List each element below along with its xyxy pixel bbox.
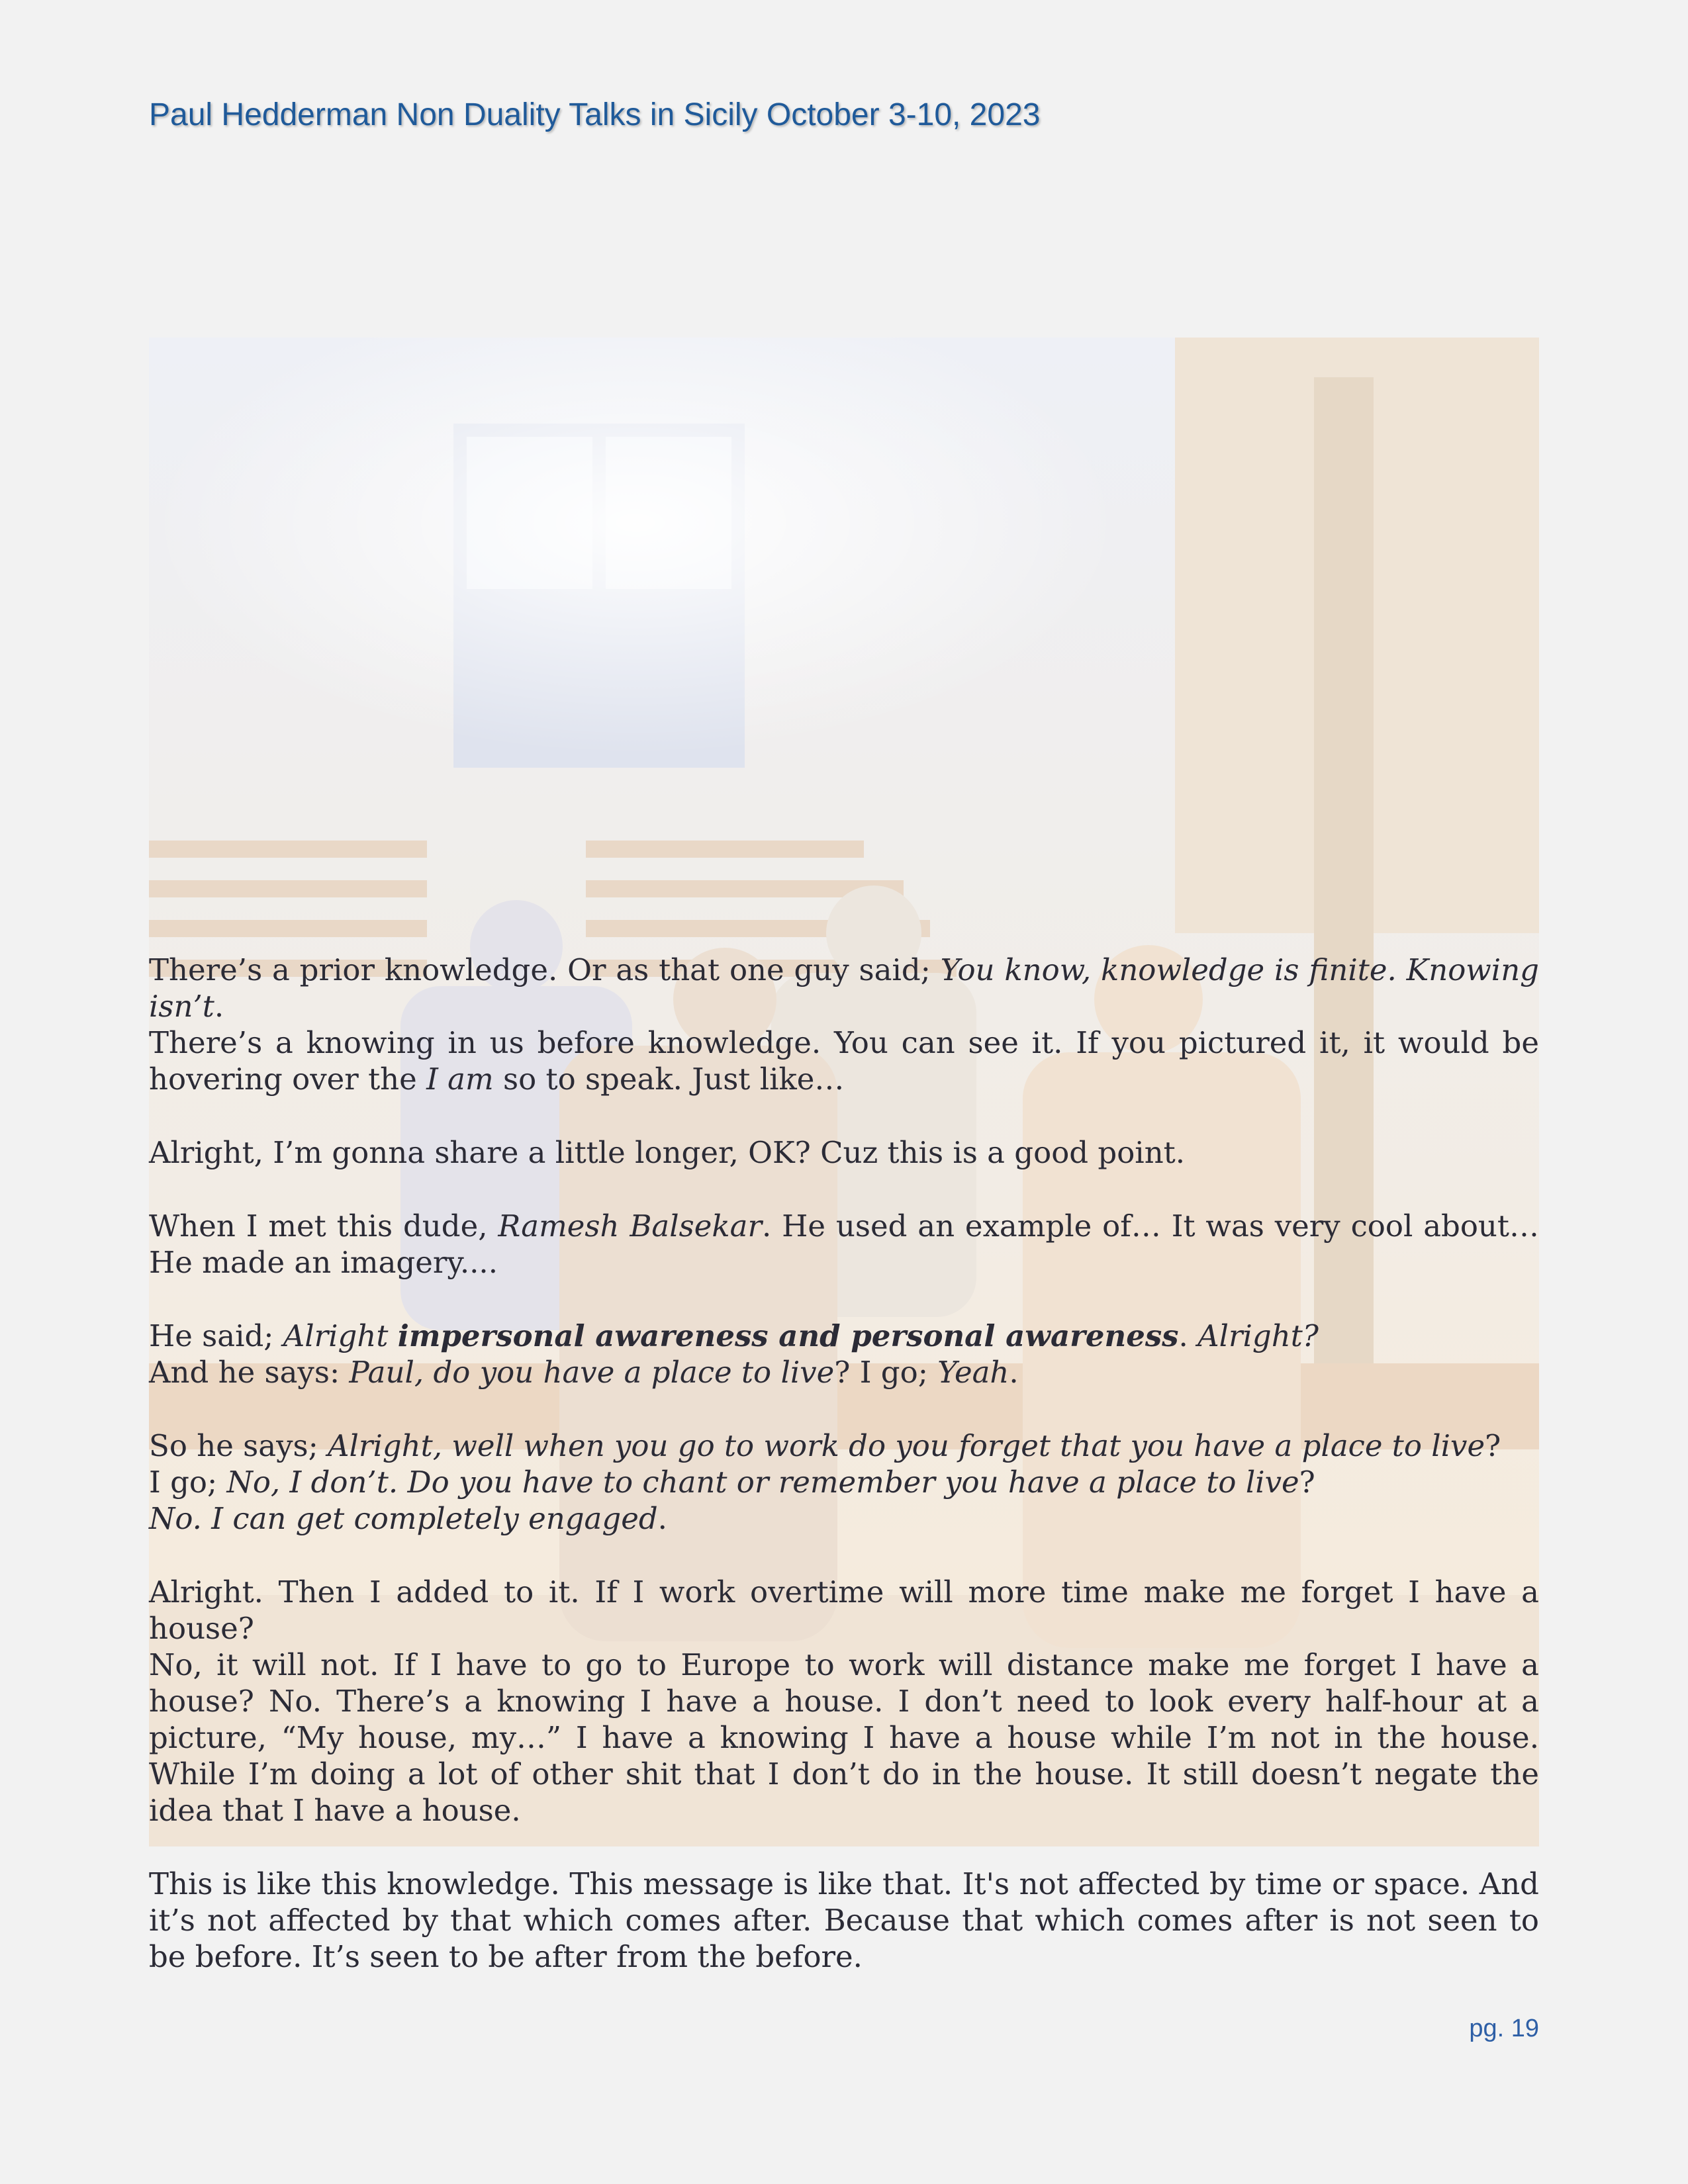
- text-segment: . He used an example of… It was very cool about… He made an imagery....: [149, 1208, 1539, 1280]
- text-segment: This is like this knowledge. This message is like that. It's not affected by time or space. And it’s not affected by that which comes after. Because that which comes after is not seen to be before. It’s seen to be after from the before.: [149, 1866, 1539, 1974]
- text-segment: There’s a prior knowledge. Or as that one guy said;: [149, 952, 941, 987]
- text-segment: Alright, I’m gonna share a little longer, OK? Cuz this is a good point.: [149, 1135, 1186, 1170]
- transcript-paragraph: [149, 1134, 1539, 1171]
- paragraph-line: [149, 1464, 1539, 1500]
- transcript-body: [149, 952, 1539, 2012]
- transcript-paragraph: [149, 1318, 1539, 1390]
- page-number: pg. 19: [1469, 2015, 1539, 2042]
- text-segment: No. I can get completely engaged: [149, 1501, 658, 1536]
- paragraph-line: [149, 1574, 1539, 1647]
- text-segment: impersonal awareness and personal awareness: [397, 1318, 1179, 1353]
- transcript-paragraph: [149, 1428, 1539, 1537]
- text-segment: ?: [1485, 1428, 1501, 1463]
- text-segment: Alright?: [1197, 1318, 1319, 1353]
- text-segment: .: [657, 1501, 667, 1536]
- paragraph-line: [149, 1500, 1539, 1537]
- paragraph-line: [149, 1318, 1539, 1354]
- transcript-paragraph: [149, 1866, 1539, 1975]
- text-segment: ?: [1299, 1465, 1315, 1500]
- text-segment: Paul, do you have a place to live: [349, 1355, 835, 1390]
- paragraph-line: [149, 1428, 1539, 1464]
- transcript-paragraph: [149, 952, 1539, 1097]
- document-header-title: Paul Hedderman Non Duality Talks in Sicily October 3-10, 2023: [149, 97, 1041, 132]
- text-segment: And he says:: [149, 1355, 350, 1390]
- transcript-paragraph: [149, 1208, 1539, 1281]
- transcript-paragraph: [149, 1574, 1539, 1829]
- text-segment: There’s a knowing in us before knowledge. You can see it. If you pictured it, it would be hovering over the: [149, 1025, 1539, 1097]
- paragraph-line: [149, 1866, 1539, 1975]
- paragraph-line: [149, 1024, 1539, 1097]
- text-segment: .: [214, 989, 224, 1024]
- text-segment: No, I don’t. Do you have to chant or remember you have a place to live: [226, 1465, 1299, 1500]
- text-segment: You know, knowledge is finite. Knowing isn’t: [149, 952, 1539, 1024]
- text-segment: Alright. Then I added to it. If I work overtime will more time make me forget I have a house?: [149, 1574, 1539, 1646]
- paragraph-line: [149, 1647, 1539, 1829]
- text-segment: Ramesh Balsekar: [498, 1208, 762, 1244]
- paragraph-line: [149, 952, 1539, 1024]
- paragraph-line: [149, 1134, 1539, 1171]
- text-segment: He said;: [149, 1318, 283, 1353]
- text-segment: Alright: [283, 1318, 398, 1353]
- text-segment: Alright, well when you go to work do you forget that you have a place to live: [328, 1428, 1485, 1463]
- text-segment: Yeah: [937, 1355, 1009, 1390]
- text-segment: .: [1178, 1318, 1198, 1353]
- text-segment: I am: [426, 1062, 494, 1097]
- text-segment: .: [1009, 1355, 1019, 1390]
- text-segment: So he says;: [149, 1428, 328, 1463]
- text-segment: ? I go;: [834, 1355, 938, 1390]
- paragraph-line: [149, 1208, 1539, 1281]
- text-segment: so to speak. Just like…: [493, 1062, 845, 1097]
- paragraph-line: [149, 1354, 1539, 1390]
- text-segment: When I met this dude,: [149, 1208, 498, 1244]
- text-segment: I go;: [149, 1465, 227, 1500]
- text-segment: No, it will not. If I have to go to Europe to work will distance make me forget I have a house? No. There’s a knowing I have a house. I don’t need to look every half-hour at a picture, “My house, my…” I have a knowing I have a house while I’m not in the house. While I’m doing a lot of other shit that I don’t do in the house. It still doesn’t negate the idea that I have a house.: [149, 1647, 1539, 1828]
